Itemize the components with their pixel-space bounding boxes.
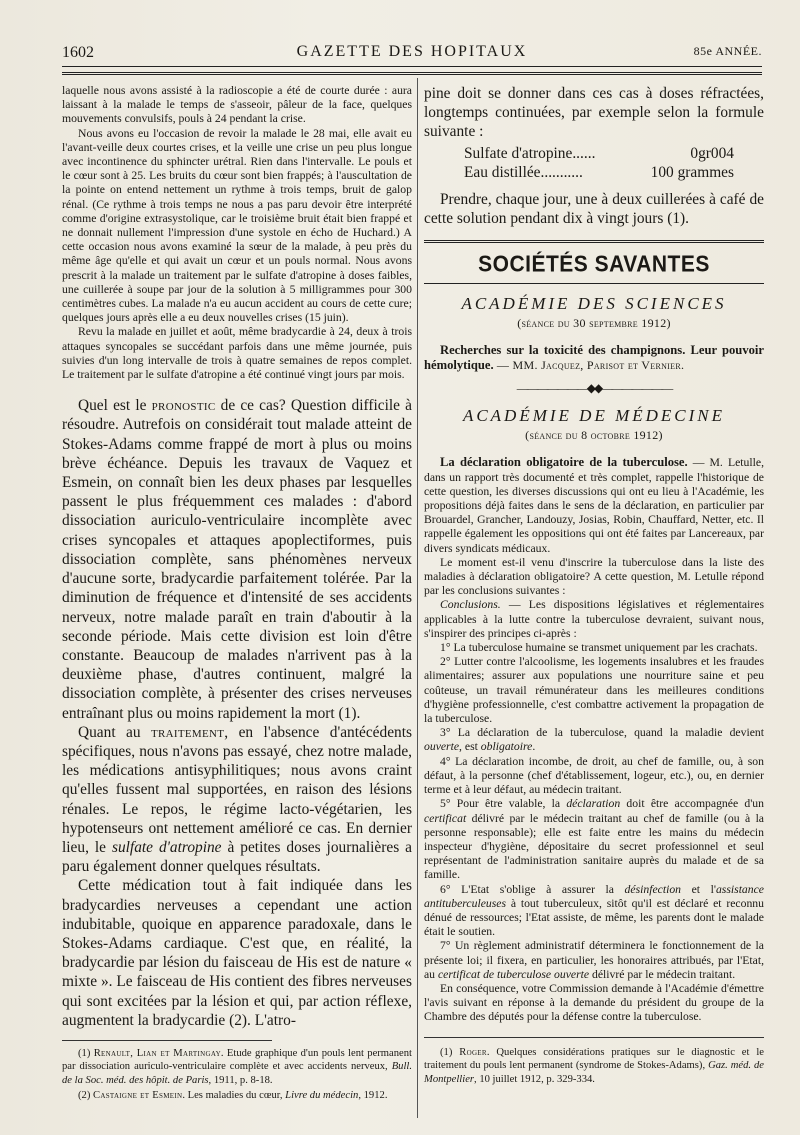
point-5-text-a: 5° Pour être valable, la: [440, 797, 567, 811]
point-6-em-2: assistance antituberculeuses: [424, 882, 764, 910]
section-rule: [424, 283, 764, 284]
footnote-1-ref: , 1911, p. 8-18.: [208, 1074, 273, 1086]
footnote-right-ref: , 10 juillet 1912, p. 329-334.: [474, 1073, 595, 1085]
section-title: SOCIÉTÉS SAVANTES: [478, 251, 710, 278]
seance-date-1: (séance du 30 septembre 1912): [517, 316, 671, 331]
treatment-text-b: à petites doses journalières a paru également donner quelques résultats.: [62, 838, 412, 876]
conclusion-point-2: 2° Lutter contre l'alcoolisme, les logements insalubres et les fraudes alimentaires; assurer aux populations une nourriture saine et peu coûteuse, un travail rémunérateur dans les meilleures conditions d'hygiène professionnelle, c'est combattre activement la propagation de la tuberculose.: [424, 655, 764, 726]
point-3-em-2: obligatoire: [480, 740, 533, 754]
point-6-text-b: et l': [681, 882, 716, 896]
formula-row: [464, 163, 734, 182]
footnote-right-journal: Gaz. méd. de Montpellier: [424, 1060, 764, 1085]
header-double-rule: [62, 72, 762, 75]
tuberculose-conclusions: [424, 598, 764, 641]
case-paragraph-3: Revu la malade en juillet et août, même bradycardie à 24, deux à trois attaques syncopales se succédant parfois dans une même journée, puis suivies d'un long intervalle de trois à quatre semaines de repos complet. Le traitement par le sulfate d'atropine a été continué vingt jours par mois.: [62, 325, 412, 382]
column-separator: [417, 78, 418, 1118]
conclusion-point-1: 1° La tuberculose humaine se transmet uniquement par les crachats.: [440, 641, 758, 655]
formula-quantity: 100 grammes: [650, 163, 734, 181]
conclusions-text: — Les dispositions législatives et réglementaires applicables à la lutte contre la tuberculose devraient, suivant nous, s'inspirer des principes ci-après :: [424, 598, 764, 640]
conclusions-label: Conclusions.: [440, 598, 501, 612]
conclusion-point-3: [424, 726, 764, 754]
footnote-2-text: . Les maladies du cœur,: [182, 1090, 286, 1102]
point-6-text-c: à tout tuberculeux, sitôt qu'il est déclaré et reconnu dénué de ressources; l'Etat assiste, de même, les parents dont le malade était le soutien.: [424, 896, 764, 939]
footnote-2: [62, 1089, 412, 1103]
year-label: 85e ANNÉE.: [693, 44, 762, 58]
champignons-authors: — MM. Jacquez, Parisot et Vernier.: [493, 358, 685, 373]
conclusion-point-6: [424, 883, 764, 940]
point-6-text-a: 6° L'Etat s'oblige à assurer la: [440, 882, 625, 896]
point-5-text-c: délivré par le médecin traitant au chef de famille (ou à la personne responsable); elle est faite entre les mains du médecin inspecteur d'hygiène, dépositaire du secret professionnel et seul représentant de l'administration sanitaire auprès du malade et de sa famille.: [424, 811, 764, 882]
treatment-keyword: traitement: [151, 723, 225, 741]
point-3-text-b: , est: [459, 740, 481, 754]
formula-row: [464, 144, 734, 163]
footnote-2-book: Livre du médecin: [285, 1090, 359, 1102]
point-3-em-1: ouverte: [424, 740, 460, 754]
treatment-text-a: , en l'absence d'antécédents spécifiques, nous n'avons pas essayé, chez notre malade, les médications antisyphilitiques; nous avons craint qu'elles fussent mal supportées, en raison des lésions rénales. Le repos, le régime lacto-végétarien, les hypotenseurs ont nettement amélioré ce cas. En dernier lieu, le: [62, 723, 412, 856]
treatment-paragraph: [62, 723, 412, 877]
atropine-formula: [464, 144, 764, 182]
conclusion-point-5: [424, 797, 764, 882]
footnote-right-text: . Quelques considérations pratiques sur le diagnostic et le traitement du pouls lent permanent (syndrome de Stokes-Adams),: [424, 1046, 764, 1072]
treatment-emphasis: sulfate d'atropine: [111, 838, 222, 856]
right-column: [424, 84, 764, 1088]
page-header: [62, 40, 762, 67]
tuberculose-title: La déclaration obligatoire de la tuberculose.: [440, 455, 688, 470]
point-3-text-c: .: [532, 740, 536, 754]
footnote-1: [62, 1047, 412, 1088]
footnote-right-num: (1): [440, 1046, 460, 1058]
footnote-1-authors: Renault, Lian et Martingay: [93, 1047, 221, 1059]
point-3-text-a: 3° La déclaration de la tuberculose, quand la maladie devient: [440, 726, 764, 740]
atropine-continuation: pine doit se donner dans ces cas à doses réfractées, longtemps continuées, par exemple selon la formule suivante :: [424, 85, 764, 141]
ornament-divider: ———————◆◆———————: [516, 381, 672, 396]
conclusion-point-7: [424, 939, 764, 982]
point-7-text-b: délivré par le médecin traitant.: [589, 967, 736, 981]
champignons-title: Recherches sur la toxicité des champignons. Leur pouvoir hémolytique.: [424, 343, 764, 373]
case-paragraph-2: Nous avons eu l'occasion de revoir la malade le 28 mai, elle avait eu l'avant-veille deux courtes crises, et la veille une crise un peu plus longue avec incontinence du sphincter urétral. Rien dans l'intervalle. Le pouls et le cœur sont à 25. Les bruits du cœur sont bien frappés; à l'auscultation de la pointe on entend nettement un rythme à trois temps, bruit de galop rénal. (Ce rythme à trois temps ne nous a pas paru devoir être interprété comme d'origine extrasystolique, car le troisième bruit était bien frappé et ne donnait nullement l'impression d'une systole en écho de Huchard.) A cette occasion nous avons examiné la sœur de la malade, à peu près du même âge qu'elle et qui avait un cœur et un pouls normal. Nous avons prescrit à la malade un traitement par le sulfate d'atropine à doses faibles, une cuillerée à soupe par jour de la solution à 5 milligrammes pour 300 centimètres cubes. La malade n'a eu aucun accident au cours de cette cure; quelques jours après elle a eu deux nouvelles crises (15 juin).: [62, 126, 412, 325]
journal-title: GAZETTE DES HOPITAUX: [296, 43, 528, 60]
point-7-em: certificat de tuberculose ouverte: [437, 967, 590, 981]
point-5-em-1: déclaration: [566, 797, 621, 811]
point-7-text-a: 7° Un règlement administratif déterminera le fonctionnement de la présente loi; il fixera, en particulier, les honoraires attribués, par l'Etat, au: [424, 939, 764, 981]
footnote-1-journal: Bull. de la Soc. méd. des hôpit. de Paris: [62, 1061, 412, 1086]
formula-quantity: 0gr004: [690, 144, 734, 162]
prognostic-paragraph: [62, 396, 412, 722]
footnote-rule: [424, 1037, 764, 1038]
footnote-1-num: (1): [78, 1047, 94, 1059]
prognostic-lead: Quel est le: [78, 397, 152, 415]
conclusion-point-4: 4° La déclaration incombe, de droit, au chef de famille, ou, à son défaut, à la personne (chef d'établissement, logeur, etc.), ou, en dernier terme et à leur défaut, au médecin traitant.: [424, 754, 764, 797]
academy-sciences-heading: ACADÉMIE DES SCIENCES: [461, 294, 727, 314]
left-column: [62, 84, 412, 1105]
footnote-2-num: (2): [78, 1090, 94, 1102]
medication-paragraph: Cette médication tout à fait indiquée dans les bradycardies nerveuses a cependant une action indubitable, quoique en apparence paradoxale, dans le Stokes-Adams cardiaque. C'est que, en réalité, la bradycardie par lésion du faisceau de His est de nature « mixte ». Le faisceau de His contient des fibres nerveuses qui sont excitées par la lésion et qui, par action réflexe, augmentent la bradycardie (2). L'atro-: [62, 877, 412, 1029]
footnote-1-text: . Etude graphique d'un pouls lent permanent par dissociation auriculo-ventriculaire complète et avec accidents nerveux,: [62, 1047, 412, 1073]
tuberculose-intro-text: — M. Letulle, dans un rapport très documenté et très complet, rappelle l'historique de cette question, les diverses discussions qui ont eu lieu à l'Académie, les propositions déjà faites dans le sens de la déclaration, en particulier par Brouardel, Grancher, Landouzy, Josias, Robin, Chauffard, Netter, etc. Il rappelle également les oppositions qui ont été faites par Lancereaux, par divers syndicats médicaux.: [424, 456, 764, 555]
tuberculose-intro: [424, 455, 764, 555]
prognostic-text: de ce cas? Question difficile à résoudre. Autrefois on considérait tout malade atteint de Stokes-Adams comme frappé de mort à plus ou moins brève échéance. Depuis les travaux de Vaquez et Esmein, on connaît bien les deux phases par lesquelles passent le plus fréquemment ces malades : d'abord dissociation auriculo-ventriculaire incomplète avec crises syncopales et attaques apoplectiformes, puis dissociation complète, sans phénomènes nerveux d'aucune sorte, bradycardie parfaitement tolérée. Par la diminution de fréquence et d'intensité de ses accidents nerveux, notre malade paraît en train d'aboutir à la seconde période. Mais cette division est loin d'être constante. Beaucoup de malades n'arrivent pas à la deuxième phase, d'autres continuent, malgré la dissociation complète, à présenter des crises nerveuses entraînant plus ou moins rapidement la mort (1).: [62, 397, 412, 722]
prognostic-keyword: pronostic: [151, 397, 216, 415]
commission-conclusion: En conséquence, votre Commission demande à l'Académie d'émettre l'avis suivant en réponse à la demande du président du groupe de la Chambre des députés pour la défense contre la tuberculose.: [424, 981, 764, 1024]
footnote-right: [424, 1046, 764, 1087]
point-6-em-1: désinfection: [624, 882, 682, 896]
seance-date-2: (séance du 8 octobre 1912): [525, 428, 663, 443]
section-double-rule: [424, 240, 764, 243]
treatment-lead: Quant au: [78, 723, 152, 741]
champignons-item: [424, 343, 764, 373]
formula-ingredient: Eau distillée...........: [464, 163, 583, 181]
formula-ingredient: Sulfate d'atropine......: [464, 144, 596, 162]
footnote-2-year: , 1912.: [358, 1090, 388, 1102]
footnote-right-author: Roger: [459, 1046, 487, 1058]
page-number: 1602: [62, 44, 94, 61]
point-5-text-b: doit être accompagnée d'un: [620, 797, 764, 811]
footnote-2-authors: Castaigne et Esmein: [93, 1090, 183, 1102]
point-5-em-2: certificat: [424, 811, 467, 825]
tuberculose-moment: Le moment est-il venu d'inscrire la tuberculose dans la liste des maladies à déclaration obligatoire? A cette question, M. Letulle répond par les conclusions suivantes :: [424, 555, 764, 598]
footnote-rule: [62, 1040, 272, 1041]
prendre-paragraph: Prendre, chaque jour, une à deux cuillerées à café de cette solution pendant dix à vingt jours (1).: [424, 190, 764, 227]
academy-medecine-heading: ACADÉMIE DE MÉDECINE: [462, 406, 726, 426]
case-paragraph-1: laquelle nous avons assisté à la radioscopie a été de courte durée : aura laissant à la malade le temps de s'asseoir, pâleur de la face, quelques mouvements convulsifs, pouls à 24 pendant la crise.: [62, 84, 412, 126]
